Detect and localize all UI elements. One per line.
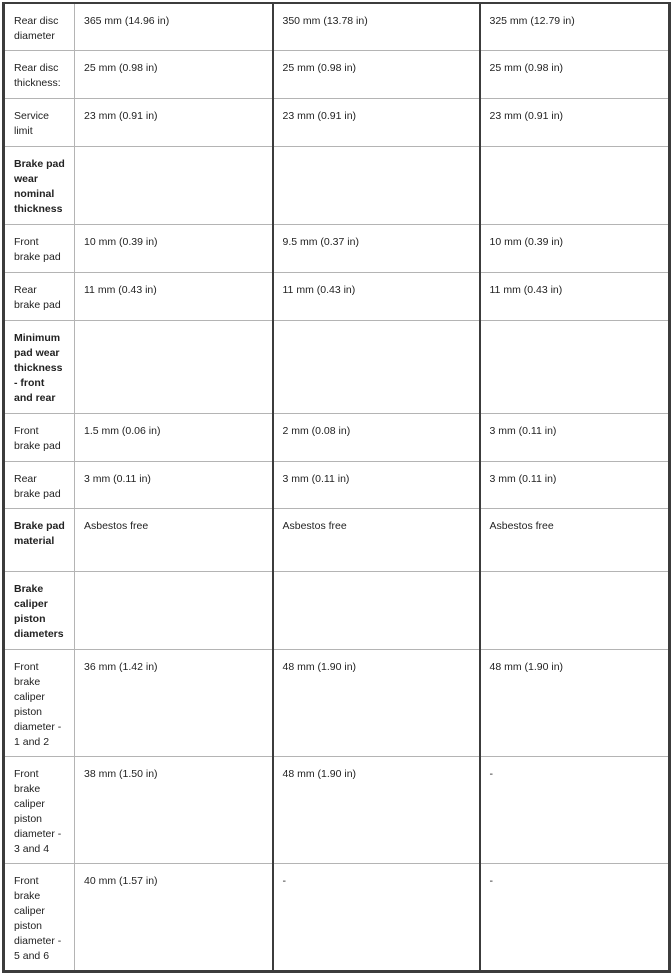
value-cell-col-2: Asbestos free bbox=[273, 508, 480, 571]
value-cell-col-3 bbox=[480, 146, 670, 224]
section-heading-cell: Brake pad material bbox=[4, 508, 75, 571]
row-label-cell: Front brake pad bbox=[4, 413, 75, 461]
value-cell-col-2: 11 mm (0.43 in) bbox=[273, 272, 480, 320]
value-cell-col-3: Asbestos free bbox=[480, 508, 670, 571]
value-cell-col-3: 48 mm (1.90 in) bbox=[480, 649, 670, 756]
value-cell-col-3: 3 mm (0.11 in) bbox=[480, 461, 670, 508]
table-row bbox=[4, 508, 670, 571]
table-row bbox=[4, 413, 670, 461]
row-label-cell: Front brake caliper piston diameter - 3 and 4 bbox=[4, 756, 75, 863]
section-heading-cell: Brake pad wear nominal thickness bbox=[4, 146, 75, 224]
value-cell-col-3 bbox=[480, 320, 670, 413]
table-row bbox=[4, 461, 670, 508]
value-cell-col-2: 23 mm (0.91 in) bbox=[273, 98, 480, 146]
value-cell-col-1: 38 mm (1.50 in) bbox=[75, 756, 273, 863]
section-heading-cell: Brake caliper piston diameters bbox=[4, 571, 75, 649]
value-cell-col-1: 3 mm (0.11 in) bbox=[75, 461, 273, 508]
value-cell-col-3: - bbox=[480, 863, 670, 971]
value-cell-col-2: 9.5 mm (0.37 in) bbox=[273, 224, 480, 272]
value-cell-col-1: 365 mm (14.96 in) bbox=[75, 3, 273, 50]
value-cell-col-3: - bbox=[480, 756, 670, 863]
value-cell-col-1 bbox=[75, 571, 273, 649]
table-row bbox=[4, 146, 670, 224]
table-row bbox=[4, 50, 670, 98]
value-cell-col-3: 25 mm (0.98 in) bbox=[480, 50, 670, 98]
section-heading-cell: Minimum pad wear thickness - front and rear bbox=[4, 320, 75, 413]
value-cell-col-3: 23 mm (0.91 in) bbox=[480, 98, 670, 146]
table-row bbox=[4, 571, 670, 649]
value-cell-col-1: 10 mm (0.39 in) bbox=[75, 224, 273, 272]
value-cell-col-1: 23 mm (0.91 in) bbox=[75, 98, 273, 146]
spec-table bbox=[2, 2, 671, 973]
row-label-cell: Rear disc diameter bbox=[4, 3, 75, 50]
row-label-cell: Rear brake pad bbox=[4, 461, 75, 508]
value-cell-col-1: 40 mm (1.57 in) bbox=[75, 863, 273, 971]
table-row bbox=[4, 863, 670, 971]
value-cell-col-1: 1.5 mm (0.06 in) bbox=[75, 413, 273, 461]
value-cell-col-2: 350 mm (13.78 in) bbox=[273, 3, 480, 50]
table-row bbox=[4, 756, 670, 863]
value-cell-col-3: 325 mm (12.79 in) bbox=[480, 3, 670, 50]
value-cell-col-1: 11 mm (0.43 in) bbox=[75, 272, 273, 320]
table-row bbox=[4, 3, 670, 50]
value-cell-col-1: Asbestos free bbox=[75, 508, 273, 571]
row-label-cell: Rear brake pad bbox=[4, 272, 75, 320]
value-cell-col-2 bbox=[273, 571, 480, 649]
table-row bbox=[4, 224, 670, 272]
row-label-cell: Front brake caliper piston diameter - 1 and 2 bbox=[4, 649, 75, 756]
value-cell-col-1 bbox=[75, 320, 273, 413]
value-cell-col-3: 10 mm (0.39 in) bbox=[480, 224, 670, 272]
value-cell-col-2 bbox=[273, 320, 480, 413]
value-cell-col-2: 48 mm (1.90 in) bbox=[273, 649, 480, 756]
table-row bbox=[4, 98, 670, 146]
value-cell-col-2: 3 mm (0.11 in) bbox=[273, 461, 480, 508]
spec-table-body bbox=[4, 3, 670, 971]
value-cell-col-1: 36 mm (1.42 in) bbox=[75, 649, 273, 756]
value-cell-col-3: 3 mm (0.11 in) bbox=[480, 413, 670, 461]
value-cell-col-2 bbox=[273, 146, 480, 224]
table-row bbox=[4, 272, 670, 320]
value-cell-col-3 bbox=[480, 571, 670, 649]
table-row bbox=[4, 320, 670, 413]
value-cell-col-2: 2 mm (0.08 in) bbox=[273, 413, 480, 461]
value-cell-col-1: 25 mm (0.98 in) bbox=[75, 50, 273, 98]
row-label-cell: Front brake pad bbox=[4, 224, 75, 272]
table-row bbox=[4, 649, 670, 756]
value-cell-col-2: 48 mm (1.90 in) bbox=[273, 756, 480, 863]
row-label-cell: Front brake caliper piston diameter - 5 and 6 bbox=[4, 863, 75, 971]
row-label-cell: Service limit bbox=[4, 98, 75, 146]
value-cell-col-2: - bbox=[273, 863, 480, 971]
row-label-cell: Rear disc thickness: bbox=[4, 50, 75, 98]
value-cell-col-3: 11 mm (0.43 in) bbox=[480, 272, 670, 320]
value-cell-col-1 bbox=[75, 146, 273, 224]
value-cell-col-2: 25 mm (0.98 in) bbox=[273, 50, 480, 98]
